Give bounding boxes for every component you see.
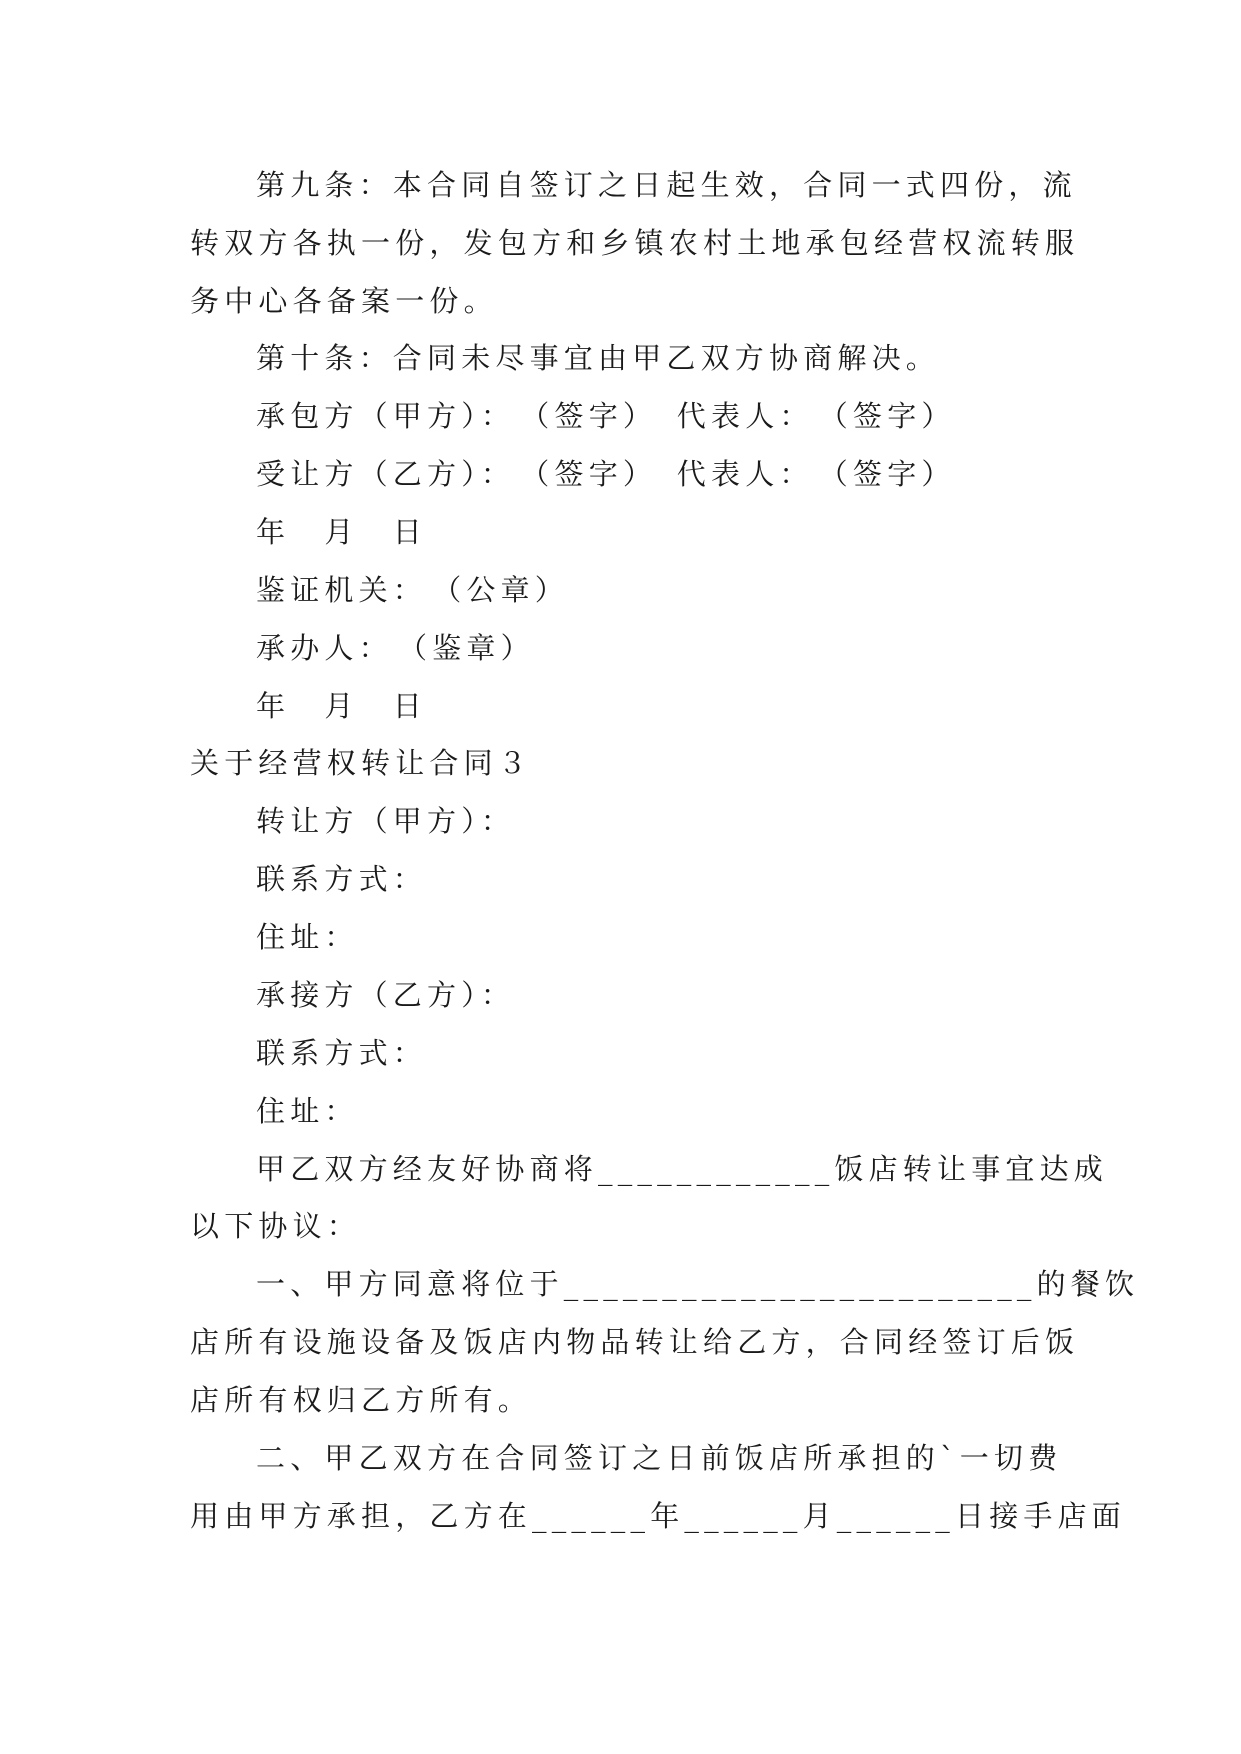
handler-line: 承办人： （鉴章） [256, 631, 535, 665]
transferor-label: 转让方（甲方）： [256, 804, 516, 838]
date-line-1: 年 月 日 [256, 515, 428, 549]
transferee-label: 承接方（乙方）： [256, 978, 516, 1012]
party-b-signature-line: 受让方（乙方）： （签字） 代表人： （签字） [256, 457, 956, 491]
transferee-contact-label: 联系方式： [256, 1036, 428, 1070]
clause-1-line-3: 店所有权归乙方所有。 [190, 1383, 533, 1417]
article-9-line-2: 转双方各执一份，发包方和乡镇农村土地承包经营权流转服 [190, 226, 1080, 260]
clause-1-line-1: 一、甲方同意将位于________________________的餐饮 [256, 1267, 1140, 1301]
party-a-signature-line: 承包方（甲方）： （签字） 代表人： （签字） [256, 399, 956, 433]
notary-authority-line: 鉴证机关： （公章） [256, 573, 570, 607]
clause-2-line-2: 用由甲方承担，乙方在______年______月______日接手店面 [190, 1499, 1127, 1533]
article-9-line-1: 第九条：本合同自签订之日起生效，合同一式四份，流 [256, 168, 1077, 202]
transferee-address-label: 住址： [256, 1094, 359, 1128]
clause-2-line-1: 二、甲乙双方在合同签订之日前饭店所承担的`一切费 [256, 1441, 1063, 1475]
date-line-2: 年 月 日 [256, 689, 428, 723]
agreement-intro-line-2: 以下协议： [190, 1209, 362, 1243]
article-9-line-3: 务中心各备案一份。 [190, 284, 498, 318]
transferor-contact-label: 联系方式： [256, 862, 428, 896]
article-10: 第十条：合同未尽事宜由甲乙双方协商解决。 [256, 341, 941, 375]
transferor-address-label: 住址： [256, 920, 359, 954]
clause-1-line-2: 店所有设施设备及饭店内物品转让给乙方，合同经签订后饭 [190, 1325, 1080, 1359]
agreement-intro-line-1: 甲乙双方经友好协商将____________饭店转让事宜达成 [256, 1152, 1109, 1186]
section-title: 关于经营权转让合同３ [190, 746, 533, 780]
